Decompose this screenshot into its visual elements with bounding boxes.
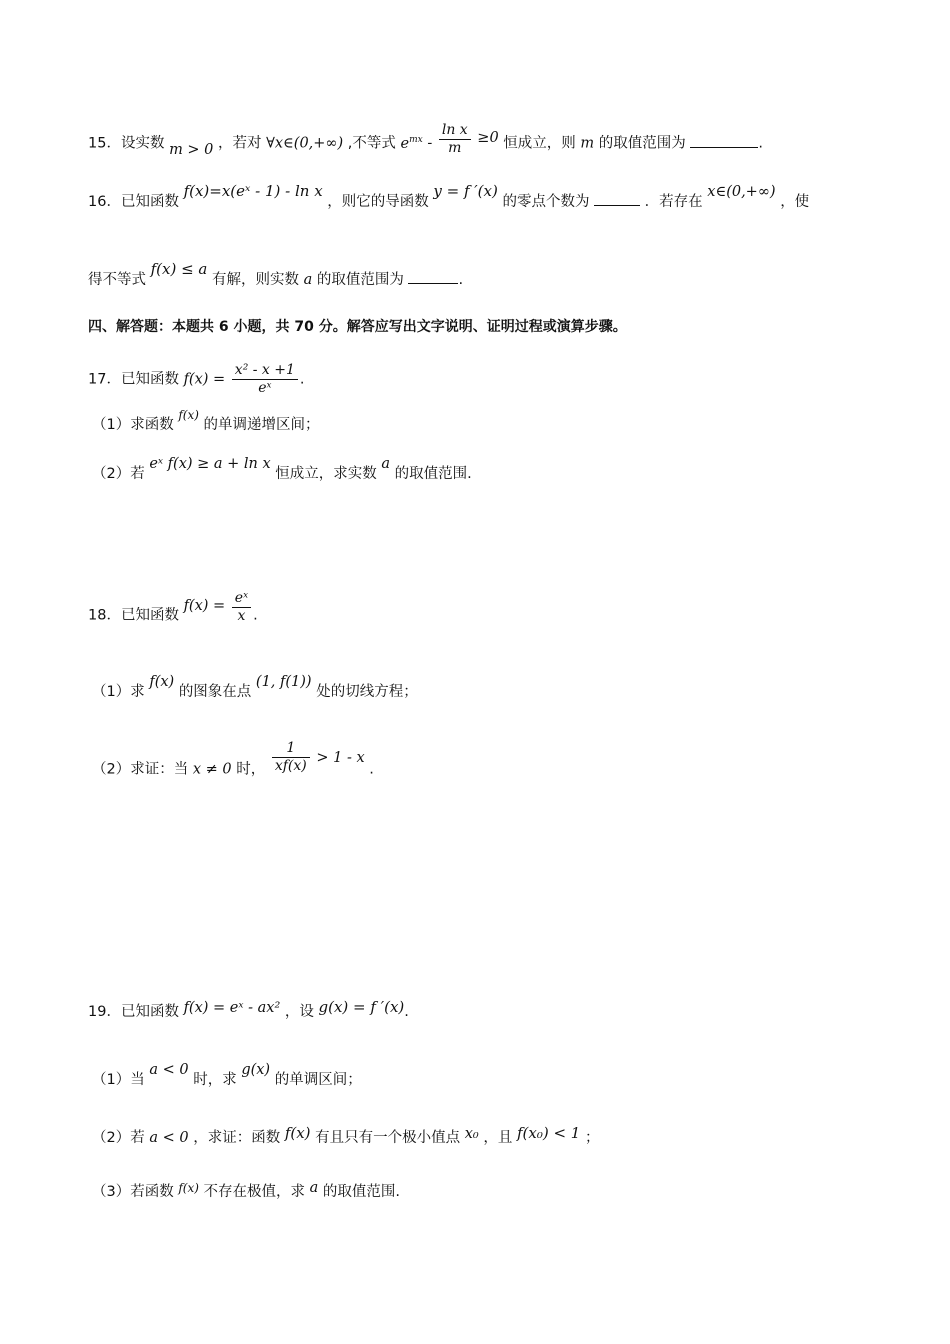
q17-p2-a: a xyxy=(381,456,391,472)
q18-part-2 xyxy=(92,740,374,787)
q19-p1-g: g(x) xyxy=(241,1062,271,1078)
q16-a: a xyxy=(303,272,313,288)
q16-function: f(x)=x(eˣ - 1) - ln x xyxy=(183,182,323,200)
q19-p1-label: （1）当 xyxy=(92,1072,145,1088)
question-18 xyxy=(88,590,258,633)
q15-number: 15．设实数 xyxy=(88,135,165,152)
q18-p1-text: 的图象在点 xyxy=(178,684,252,700)
q18-p2-fraction xyxy=(272,740,310,775)
q15-frac-den: m xyxy=(448,140,462,156)
q19-p1-text2: 的单调区间； xyxy=(274,1072,362,1088)
q19-end: . xyxy=(404,1004,409,1020)
q17-p2-inequality: eˣ f(x) ≥ a + ln x xyxy=(149,456,271,472)
q19-p2-text: ，求证：函数 xyxy=(193,1130,281,1146)
q19-p3-a: a xyxy=(309,1180,319,1196)
q15-frac-num: ln x xyxy=(439,122,471,140)
q19-p2-x0: x₀ xyxy=(464,1126,479,1142)
q16-text: ，则它的导函数 xyxy=(327,194,429,210)
q16-inequality: f(x) ≤ a xyxy=(150,260,208,278)
q17-frac-num: x² - x +1 xyxy=(232,362,298,380)
q16-derivative: y = f ′(x) xyxy=(433,182,498,200)
q19-number: 19．已知函数 xyxy=(88,1004,179,1020)
q17-p1-function: f(x) xyxy=(178,408,199,422)
q18-p2-frac-den: xf(x) xyxy=(274,758,307,774)
q19-part-1 xyxy=(92,1062,362,1089)
q19-p1-text: 时，求 xyxy=(193,1072,237,1088)
q15-fraction xyxy=(439,122,471,157)
q19-part-2 xyxy=(92,1126,599,1147)
q18-p2-text: 时， xyxy=(236,761,266,778)
q16-text7: 的取值范围为 xyxy=(316,272,404,288)
q17-end: . xyxy=(299,371,305,388)
q18-frac-den: x xyxy=(237,608,246,624)
q17-part-1 xyxy=(92,408,320,434)
q18-p2-end: . xyxy=(369,761,374,778)
q15-text4: 的取值范围为 xyxy=(598,135,686,152)
q19-part-3 xyxy=(92,1180,400,1201)
q16-number: 16．已知函数 xyxy=(88,194,179,210)
q15-end: . xyxy=(758,135,763,152)
q19-p2-text2: 有且只有一个极小值点 xyxy=(315,1130,461,1146)
q15-text3: 恒成立，则 xyxy=(503,135,576,152)
q15-condition: m > 0 xyxy=(169,141,214,158)
question-15 xyxy=(88,122,763,161)
q15-domain: ∀x∈(0,+∞) xyxy=(266,135,344,152)
q15-ge0: ≥0 xyxy=(477,129,499,146)
q19-function: f(x) = eˣ - ax² xyxy=(183,1000,281,1016)
q19-p2-text3: ，且 xyxy=(483,1130,513,1146)
q18-end: . xyxy=(253,607,258,624)
q19-p3-function: f(x) xyxy=(178,1181,199,1195)
question-17 xyxy=(88,362,305,397)
q19-p3-text: 不存在极值，求 xyxy=(203,1184,306,1200)
q18-part-1 xyxy=(92,674,418,701)
q18-p2-rhs: > 1 - x xyxy=(316,749,365,766)
q18-p2-frac-num: 1 xyxy=(272,740,310,758)
q16-interval: x∈(0,+∞) xyxy=(707,184,776,200)
q19-p3-text2: 的取值范围. xyxy=(322,1184,401,1200)
q15-minus: - xyxy=(427,135,437,152)
q17-p2-text: 恒成立，求实数 xyxy=(275,466,377,482)
q18-p1-label: （1）求 xyxy=(92,684,145,700)
q16-answer-blank-2[interactable] xyxy=(408,271,458,284)
q16-text2: 的零点个数为 xyxy=(502,194,590,210)
question-16-cont xyxy=(88,260,464,289)
q15-text2: ,不等式 xyxy=(347,135,396,152)
q19-p1-condition: a < 0 xyxy=(149,1062,189,1078)
q15-m: m xyxy=(580,135,595,152)
q17-p1-label: （1）求函数 xyxy=(92,417,174,433)
q17-function: f(x) = xyxy=(183,371,226,388)
q19-p3-label: （3）若函数 xyxy=(92,1184,174,1200)
q18-p2-label: （2）求证：当 xyxy=(92,761,189,778)
q19-p2-inequality: f(x₀) < 1 xyxy=(516,1124,581,1142)
q17-number: 17．已知函数 xyxy=(88,371,179,388)
q17-frac-den: eˣ xyxy=(258,380,272,396)
q16-text4: ，使 xyxy=(780,194,810,210)
question-19 xyxy=(88,1000,409,1021)
q18-p1-text2: 处的切线方程； xyxy=(316,684,418,700)
q19-p2-condition: a < 0 xyxy=(149,1130,189,1146)
q15-exp: $e^{mx}$ xyxy=(400,134,423,152)
section-heading: 四、解答题：本题共 6 小题，共 70 分。解答应写出文字说明、证明过程或演算步骤。 xyxy=(88,319,627,335)
q17-part-2 xyxy=(92,456,472,483)
q19-p2-function: f(x) xyxy=(284,1124,311,1142)
q19-p2-end: ； xyxy=(584,1130,600,1146)
q18-frac-num: eˣ xyxy=(232,590,251,608)
q18-p1-function: f(x) xyxy=(149,674,175,690)
q17-p2-text2: 的取值范围. xyxy=(394,466,472,482)
q18-fraction xyxy=(232,590,251,625)
q17-fraction xyxy=(232,362,298,397)
q18-number: 18．已知函数 xyxy=(88,607,179,624)
q15-text: ，若对 xyxy=(218,135,262,152)
q16-answer-blank-1[interactable] xyxy=(594,193,640,206)
q16-text5: 得不等式 xyxy=(88,272,146,288)
q19-text: ，设 xyxy=(284,1004,314,1020)
q16-text3: ．若存在 xyxy=(644,194,703,210)
q18-function: f(x) = xyxy=(183,597,226,614)
q17-p1-text: 的单调递增区间； xyxy=(203,417,320,433)
q18-p1-point: (1, f(1)) xyxy=(255,674,312,690)
q16-text6: 有解，则实数 xyxy=(211,272,299,288)
q16-end: . xyxy=(458,272,464,288)
question-16 xyxy=(88,182,810,211)
q18-p2-condition: x ≠ 0 xyxy=(192,761,232,778)
q19-g-definition: g(x) = f ′(x) xyxy=(318,998,405,1016)
q15-answer-blank[interactable] xyxy=(690,135,758,148)
q19-p2-label: （2）若 xyxy=(92,1130,145,1146)
q17-p2-label: （2）若 xyxy=(92,466,145,482)
